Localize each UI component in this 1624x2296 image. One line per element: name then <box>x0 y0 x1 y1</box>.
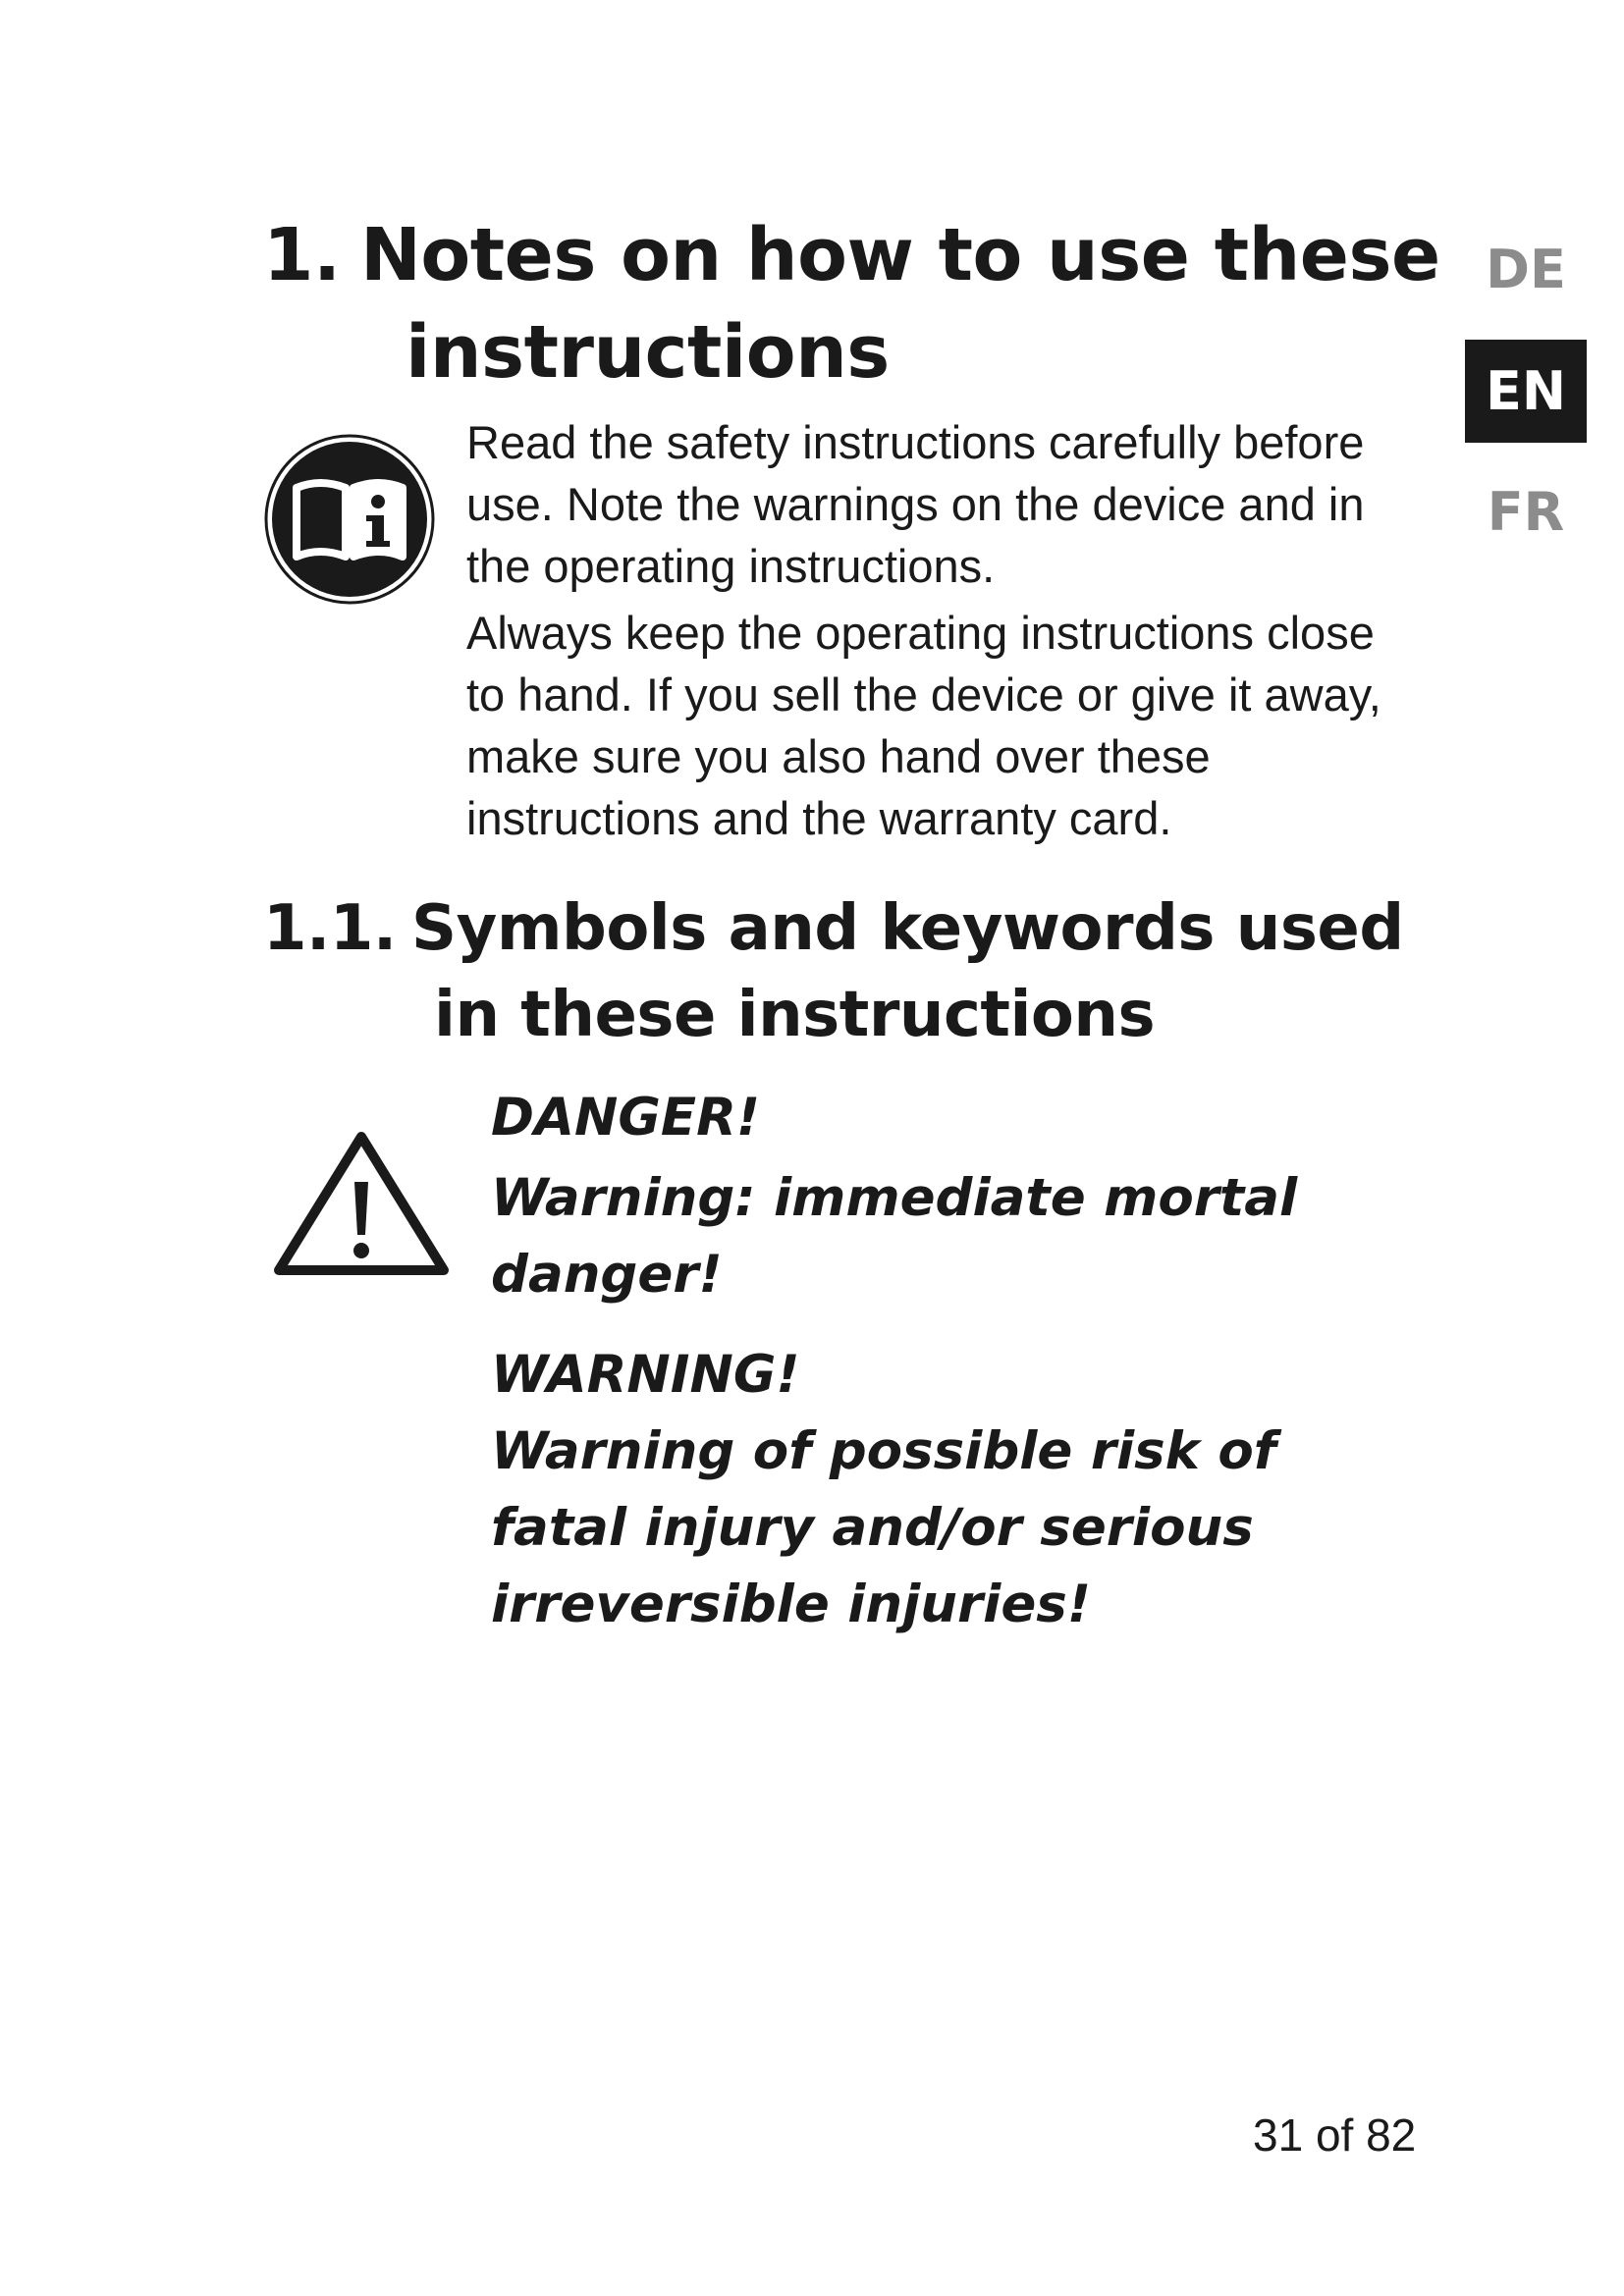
intro-paragraph-2: Always keep the operating instructions close to hand. If you sell the device or give it away, make sure you also hand over these instructions and the warranty card. <box>466 607 1381 844</box>
subsection-number: 1.1. <box>263 892 397 965</box>
subsection-title-line-1: Symbols and keywords used <box>411 892 1404 965</box>
language-tab-en[interactable]: EN <box>1465 340 1587 443</box>
danger-keyword: DANGER! <box>491 1088 761 1148</box>
warning-description: Warning of possible risk of fatal injury and/or serious irreversible injuries! <box>491 1421 1276 1634</box>
section-title-line-1: Notes on how to use these <box>360 213 1440 297</box>
subsection-title-line-2: in these instructions <box>434 979 1156 1051</box>
language-tab-fr[interactable]: FR <box>1487 481 1565 543</box>
warning-keyword: WARNING! <box>491 1345 800 1405</box>
section-1-heading <box>263 206 1440 402</box>
warning-block <box>491 1337 1375 1643</box>
language-tab-de[interactable]: DE <box>1486 239 1566 300</box>
warning-triangle-icon <box>271 1129 452 1278</box>
danger-description: Warning: immediate mortal danger! <box>491 1168 1298 1305</box>
intro-paragraph-1: Read the safety instructions carefully before use. Note the warnings on the device and in the operating instructions. <box>466 416 1365 592</box>
section-number: 1. <box>263 213 341 297</box>
section-1-1-heading <box>263 885 1404 1062</box>
page-number: 31 of 82 <box>1253 2109 1417 2161</box>
danger-block <box>491 1080 1375 1313</box>
section-title-line-2: instructions <box>406 310 890 395</box>
info-manual-icon <box>263 433 436 606</box>
intro-text <box>466 411 1414 849</box>
